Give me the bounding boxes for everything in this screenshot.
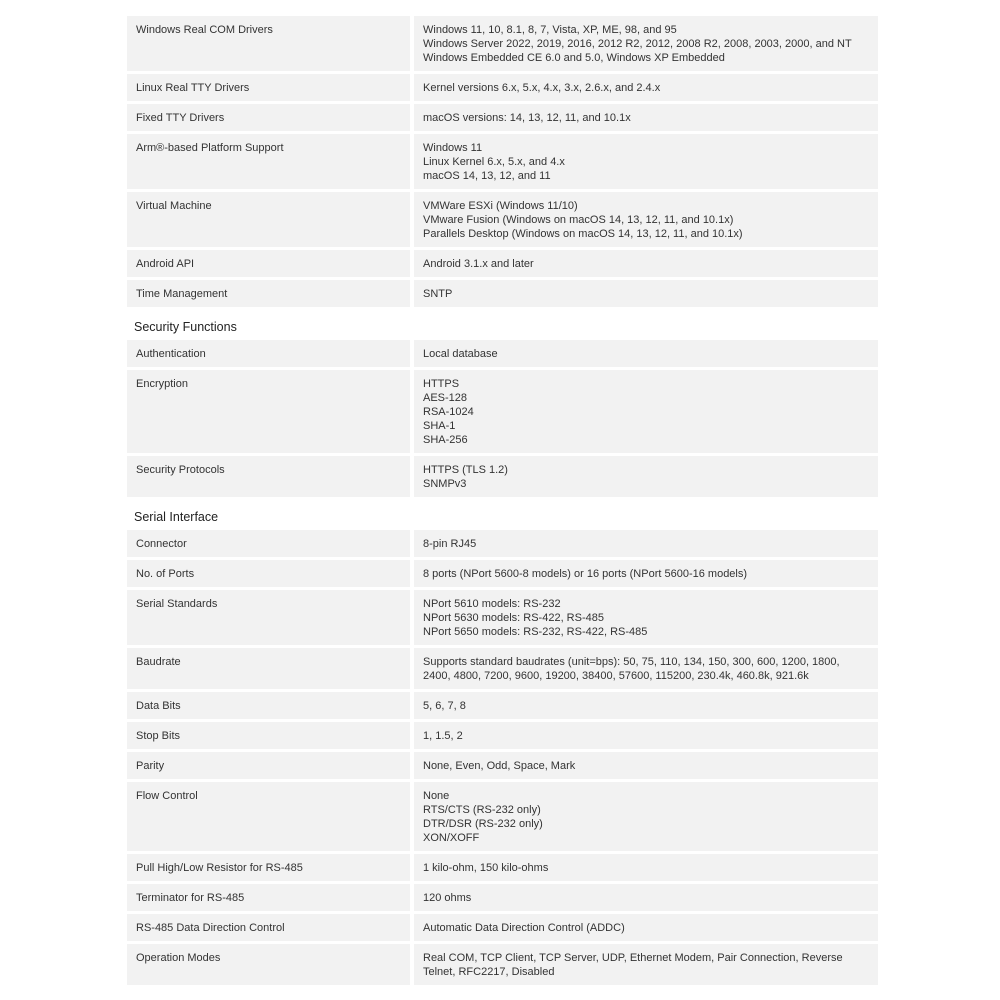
spec-value-line: SHA-256 <box>423 434 468 446</box>
spec-value-line: 8 ports (NPort 5600-8 models) or 16 ports (NPort 5600-16 models) <box>423 568 748 580</box>
spec-value-line: Automatic Data Direction Control (ADDC) <box>423 922 625 934</box>
spec-row <box>127 280 878 307</box>
spec-row <box>127 340 878 367</box>
spec-value <box>414 648 878 689</box>
spec-row <box>127 560 878 587</box>
spec-value-line: Windows Server 2022, 2019, 2016, 2012 R2, 2012, 2008 R2, 2008, 2003, 2000, and NT <box>423 38 852 50</box>
spec-value <box>414 280 878 307</box>
spec-value-line: macOS 14, 13, 12, and 11 <box>423 170 551 182</box>
spec-row <box>127 456 878 497</box>
section-title: Security Functions <box>134 320 237 334</box>
group-security <box>127 340 878 497</box>
spec-label: Parity <box>127 752 410 779</box>
spec-label: Baudrate <box>127 648 410 689</box>
spec-row <box>127 782 878 851</box>
spec-row <box>127 74 878 101</box>
spec-row <box>127 134 878 189</box>
spec-label: Connector <box>127 530 410 557</box>
spec-value-line: AES-128 <box>423 392 468 404</box>
spec-value-line: None <box>423 790 450 802</box>
spec-value <box>414 560 878 587</box>
spec-label: Windows Real COM Drivers <box>127 16 410 71</box>
spec-label: Data Bits <box>127 692 410 719</box>
section-security-functions <box>127 310 878 338</box>
spec-value-line: Supports standard baudrates (unit=bps): 50, 75, 110, 134, 150, 300, 600, 1200, 1800, <box>423 656 840 668</box>
spec-label: Pull High/Low Resistor for RS-485 <box>127 854 410 881</box>
spec-value <box>414 134 878 189</box>
spec-value <box>414 104 878 131</box>
spec-value <box>414 782 878 851</box>
spec-value-line: NPort 5610 models: RS-232 <box>423 598 561 610</box>
spec-label: Arm®-based Platform Support <box>127 134 410 189</box>
spec-row <box>127 530 878 557</box>
spec-value <box>414 884 878 911</box>
spec-value <box>414 530 878 557</box>
spec-row <box>127 854 878 881</box>
spec-value-line: Real COM, TCP Client, TCP Server, UDP, Ethernet Modem, Pair Connection, Reverse <box>423 952 843 964</box>
spec-value-line: Windows 11, 10, 8.1, 8, 7, Vista, XP, ME, 98, and 95 <box>423 24 677 36</box>
spec-row <box>127 722 878 749</box>
spec-value <box>414 590 878 645</box>
spec-value-line: XON/XOFF <box>423 832 480 844</box>
spec-label: Authentication <box>127 340 410 367</box>
spec-value <box>414 692 878 719</box>
spec-value-line: Telnet, RFC2217, Disabled <box>423 966 555 978</box>
spec-value <box>414 370 878 453</box>
spec-value <box>414 752 878 779</box>
spec-value-line: SNTP <box>423 288 453 300</box>
spec-value-line: NPort 5630 models: RS-422, RS-485 <box>423 612 604 624</box>
spec-row <box>127 590 878 645</box>
spec-value-line: NPort 5650 models: RS-232, RS-422, RS-485 <box>423 626 648 638</box>
spec-label: Time Management <box>127 280 410 307</box>
spec-value <box>414 250 878 277</box>
spec-label: Stop Bits <box>127 722 410 749</box>
spec-value <box>414 340 878 367</box>
spec-value <box>414 944 878 985</box>
spec-row <box>127 250 878 277</box>
spec-value <box>414 192 878 247</box>
spec-label: RS-485 Data Direction Control <box>127 914 410 941</box>
spec-label: Android API <box>127 250 410 277</box>
spec-row <box>127 192 878 247</box>
spec-value-line: 2400, 4800, 7200, 9600, 19200, 38400, 57600, 115200, 230.4k, 460.8k, 921.6k <box>423 670 809 682</box>
spec-value-line: Linux Kernel 6.x, 5.x, and 4.x <box>423 156 565 168</box>
spec-value <box>414 456 878 497</box>
spec-value <box>414 74 878 101</box>
spec-row <box>127 370 878 453</box>
spec-value-line: 8-pin RJ45 <box>423 538 477 550</box>
spec-value-line: RSA-1024 <box>423 406 474 418</box>
group-serial <box>127 530 878 985</box>
spec-value <box>414 722 878 749</box>
spec-label: No. of Ports <box>127 560 410 587</box>
spec-label: Fixed TTY Drivers <box>127 104 410 131</box>
spec-value-line: Windows Embedded CE 6.0 and 5.0, Windows XP Embedded <box>423 52 725 64</box>
spec-value-line: 1 kilo-ohm, 150 kilo-ohms <box>423 862 549 874</box>
spec-value-line: DTR/DSR (RS-232 only) <box>423 818 543 830</box>
group-drivers <box>127 16 878 307</box>
spec-row <box>127 944 878 985</box>
spec-row <box>127 648 878 689</box>
spec-value-line: VMWare ESXi (Windows 11/10) <box>423 200 578 212</box>
spec-label: Virtual Machine <box>127 192 410 247</box>
spec-label: Encryption <box>127 370 410 453</box>
spec-row <box>127 752 878 779</box>
spec-label: Terminator for RS-485 <box>127 884 410 911</box>
spec-value-line: RTS/CTS (RS-232 only) <box>423 804 541 816</box>
spec-value-line: 120 ohms <box>423 892 472 904</box>
spec-value <box>414 854 878 881</box>
spec-value-line: Kernel versions 6.x, 5.x, 4.x, 3.x, 2.6.x, and 2.4.x <box>423 82 661 94</box>
spec-value-line: macOS versions: 14, 13, 12, 11, and 10.1x <box>423 112 631 124</box>
spec-label: Linux Real TTY Drivers <box>127 74 410 101</box>
spec-value-line: Android 3.1.x and later <box>423 258 534 270</box>
spec-value-line: Local database <box>423 348 498 360</box>
spec-row <box>127 884 878 911</box>
spec-value-line: Windows 11 <box>423 142 483 154</box>
spec-value-line: 1, 1.5, 2 <box>423 730 463 742</box>
spec-value-line: 5, 6, 7, 8 <box>423 700 466 712</box>
spec-value <box>414 914 878 941</box>
spec-row <box>127 104 878 131</box>
spec-label: Security Protocols <box>127 456 410 497</box>
spec-value <box>414 16 878 71</box>
spec-label: Serial Standards <box>127 590 410 645</box>
spec-value-line: HTTPS (TLS 1.2) <box>423 464 508 476</box>
spec-value-line: None, Even, Odd, Space, Mark <box>423 760 576 772</box>
spec-row <box>127 914 878 941</box>
section-title: Serial Interface <box>134 510 219 524</box>
spec-label: Operation Modes <box>127 944 410 985</box>
spec-table <box>127 16 878 988</box>
spec-value-line: HTTPS <box>423 378 460 390</box>
spec-value-line: SHA-1 <box>423 420 456 432</box>
spec-value-line: VMware Fusion (Windows on macOS 14, 13, 12, 11, and 10.1x) <box>423 214 734 226</box>
spec-value-line: SNMPv3 <box>423 478 467 490</box>
spec-row <box>127 16 878 71</box>
spec-row <box>127 692 878 719</box>
spec-value-line: Parallels Desktop (Windows on macOS 14, 13, 12, 11, and 10.1x) <box>423 228 743 240</box>
spec-label: Flow Control <box>127 782 410 851</box>
section-serial-interface <box>127 500 878 528</box>
